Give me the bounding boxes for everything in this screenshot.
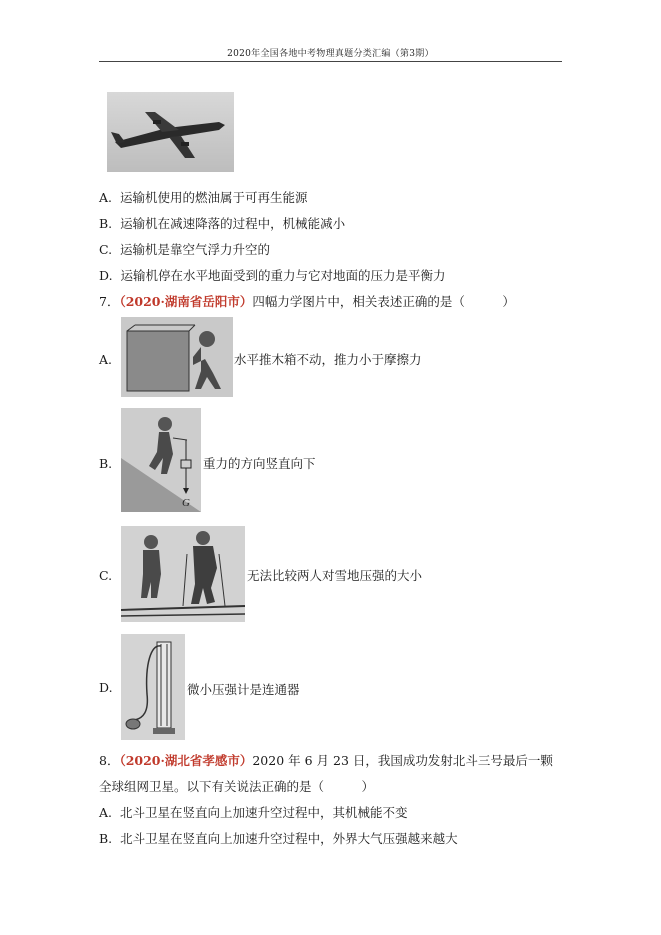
q7-stem [99, 293, 515, 311]
q7-option-a-text: 水平推木箱不动，推力小于摩擦力 [234, 352, 422, 367]
q7-option-a-letter: A. [99, 352, 113, 367]
pressure-gauge-figure [121, 634, 185, 740]
option-letter: B. [99, 831, 113, 846]
option-letter: A. [99, 190, 113, 205]
option-letter: A. [99, 805, 113, 820]
transport-plane-photo [107, 92, 234, 172]
q7-option-b-text: 重力的方向竖直向下 [203, 456, 316, 471]
question-source: （2020·湖北省孝感市） [119, 753, 253, 768]
option-letter: C. [99, 242, 113, 257]
option-text: 北斗卫星在竖直向上加速升空过程中，其机械能不变 [119, 805, 408, 820]
question-number: 8． [99, 753, 120, 768]
question-stem: 四幅力学图片中，相关表述正确的是（ ） [252, 294, 515, 309]
option-text: 北斗卫星在竖直向上加速升空过程中，外界大气压强越来越大 [120, 831, 458, 846]
q6-option-b [99, 215, 345, 233]
q7-option-d-letter: D. [99, 680, 113, 695]
option-letter: B. [99, 216, 113, 231]
option-text: 运输机停在水平地面受到的重力与它对地面的压力是平衡力 [120, 268, 446, 283]
option-text: 运输机使用的燃油属于可再生能源 [119, 190, 308, 205]
q6-option-a [99, 189, 307, 207]
q6-option-c [99, 241, 270, 259]
question-source: （2020·湖南省岳阳市） [119, 294, 253, 309]
q8-stem-line1 [99, 752, 553, 770]
q8-option-a [99, 804, 407, 822]
option-text: 运输机是靠空气浮力升空的 [120, 242, 271, 257]
q7-option-c-text: 无法比较两人对雪地压强的大小 [247, 568, 423, 583]
q8-stem-line2: 全球组网卫星。以下有关说法正确的是（ ） [99, 779, 375, 794]
q7-option-c-letter: C. [99, 568, 113, 583]
q7-option-b-letter: B. [99, 456, 113, 471]
q8-option-b [99, 830, 458, 848]
header-title: 2020年全国各地中考物理真题分类汇编（第3期） [227, 49, 434, 59]
question-stem: 2020 年 6 月 23 日，我国成功发射北斗三号最后一颗 [252, 753, 553, 768]
gravity-label: G [182, 497, 190, 509]
option-letter: D. [99, 268, 113, 283]
q7-option-d-text: 微小压强计是连通器 [187, 682, 300, 697]
snow-walkers-figure [121, 526, 245, 622]
header-divider [99, 61, 562, 62]
option-text: 运输机在减速降落的过程中，机械能减小 [120, 216, 346, 231]
q6-option-d [99, 267, 446, 285]
slope-gravity-figure [121, 408, 201, 512]
push-box-figure [121, 317, 233, 397]
question-number: 7． [99, 294, 120, 309]
